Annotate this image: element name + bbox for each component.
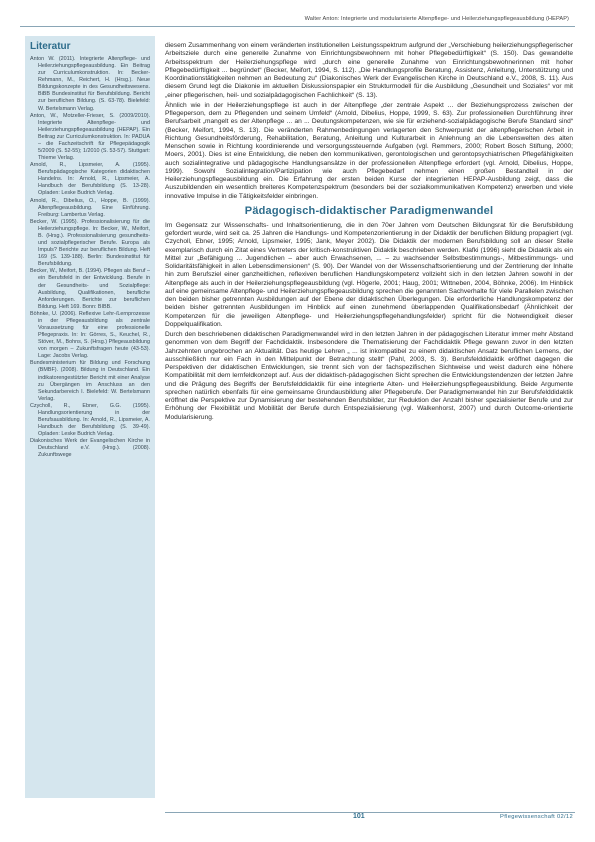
reference-item: Arnold, R., Lipsmeier, A. (1995). Berufspädagogische Kategorien didaktischen Handelns. In: Arnold, R., Lipsmeier, A. Handbuch der Berufsbildung (S. 13-28). Opladen: Leske Budrich Verlag. xyxy=(30,162,150,197)
body-paragraph: diesem Zusammenhang von einem veränderten institutionellen Leistungsspektrum aufgrund der „Verschiebung heilerziehungspflegerischer Arbeitsziele durch eine generelle Zunahme von Einrichtungsbewohnern mit hoher Pflegebedürftigkeit“ (S. 150). Das gewandelte Arbeitsspektrum der Heilerziehungspflege wird „durch eine generelle Zunahme von Einrichtungsbewohnerinnen mit hoher Pflegebedürftigkeit ... begründet“ (Becker, Meifort, 1994, S. 112). „Die Handlungsprofile Beratung, Assistenz, Anleitung, Unterstützung und Koordinationstätigkeiten nehmen an Bedeutung zu“ (Diakonisches Werk der Evangelischen Kirche in Deutschland e.V., 2008, S. 11). Aus diesem Grund legt die Diakonie im aktuellen Diskussionspapier ein Strukturmodell für die Ausbildung „Gesundheit und Soziales“ vor mit „einer pflegerischen, heil- und sozialpädagogischen Fachlichkeit“ (S. 13). xyxy=(165,42,573,99)
reference-item: Anton W. (2011). Integrierte Altenpflege- und Heilerziehungspflegeausbildung. Ein Beitrag zur Curriculumkonstruktion. In: Becker-Rehmann, M., Reichert, H. (Hrsg.). Neue Bildungskonzepte in des Gesundheitswesens. BiBB Bundesinstitut für Berufsbildung. Bericht zur beruflichen Bildung. (S. 63-78). Bielefeld: W. Bertelsmann Verlag. xyxy=(30,56,150,112)
reference-item: Bundesministerium für Bildung und Forschung (BMBF). (2008). Bildung in Deutschland. Ein indikatorengestützter Bericht mit einer Analyse zu Übergängen im Anschluss an den Sekundarbereich I. Bielefeld: W. Bertelsmann Verlag. xyxy=(30,360,150,402)
reference-item: Anton, W., Motzeller-Frieser, S. (2009/2010). Integrierte Altenpflege- und Heilerziehungspflegeausbildung (HEPAP). Ein Beitrag zur Curriculumkonstruktion. In: PADUA – die Fachzeitschrift für Pflegepädagogik 5/2009 (S. 52-55); 1/2010 (S. 53-57). Stuttgart: Thieme Verlag. xyxy=(30,112,150,162)
page-header xyxy=(20,6,575,30)
reference-item: Böhnke, U. (2006). Reflexive Lehr-/Lernprozesse in der Pflegeausbildung als zentrale Voraussetzung für eine professionelle Pflegepraxis. In: In: Görres, S., Keuchel, R., Stöver, M., Bohns, S. (Hrsg.) Pflegeausbildung von morgen – Zukunftsfragen heute (43-53). Lage: Jacobs Verlag. xyxy=(30,310,150,360)
body-paragraph: Durch den beschriebenen didaktischen Paradigmenwandel wird in den letzten Jahren in der pädagogischen Literatur immer mehr Abstand genommen von dem Begriff der Fachdidaktik. Insbesondere die Thematisierung der Fachdidaktik Pflege gewann zuvor in den letzten Jahrzehnten ungebrochen an Aktualität. Das heutige Lehren „ ... ist inkompatibel zu einem didaktischen Ansatz beruflichen Lernens, der ausschließlich nur ein Fach in den Mittelpunkt der Betrachtung stellt“ (Pahl, 2003, S. 3). Berufsfelddidaktik eröffnet dagegen die Perspektiven der didaktischen Entwicklungen, sie trennt sich von der fachspezifischen Sichtweise und weist dadurch eine höhere Kompatibilität mit dem lernfeldkonzept auf. Aus der didaktisch-pädagogischen Sicht sprechen die Entwicklungstendenzen der letzten Jahre und die Prägung des Begriffs der Berufsfelddidaktik für eine integrierte Alten- und Heilerziehungspflegeausbildung. Beide Argumente sprechen natürlich ebenfalls für eine gemeinsame Grundausbildung aller Pflegeberufe. Der Paradigmenwandel hin zur Berufsfelddidaktik eröffnet die Perspektive zur Dynamisierung der bestehenden Berufsbilder, zur Reduktion der Anzahl bisher spezialisierter Berufe und zur Erhöhung der Flexibilität und Mobilität der Berufe durch Entspezialisierung (vgl. Walkenhorst, 2007) und durch Outcome-orientierte Modularisierung. xyxy=(165,331,573,421)
section-heading: Pädagogisch-didaktischer Paradigmenwandel xyxy=(244,204,494,217)
reference-item: Becker, W. (1995). Professionalisierung für die Heilerziehungspflege. In: Becker, W., Meifort, B. (Hrsg.). Professionalisierung gesundheits- und sozialpflegerischer Berufe. Europa als Impuls? Berichte zur beruflichen Bildung. Heft 169 (S. 139-188). Berlin: Bundesinstitut für Berufsbildung. xyxy=(30,218,150,268)
body-paragraph: Ähnlich wie in der Heilerziehungspflege ist auch in der Altenpflege „der zentrale Aspekt ... der Beziehungsprozess zwischen der Pflegeperson, dem zu Pflegenden und seinem Umfeld“ (Arnold, Dibelius, Hoppe, 1999, S. 63). Zur professionellen Durchführung ihrer Berufsarbeit „mangelt es der Altenpflege ... an ... Deutungskompetenzen, wie sie für erziehend-sozialpädagogische Berufe Standard sind“ (Becker, Meifort, 1994, S. 13). Die veränderten Rahmenbedingungen verlagerten den Schwerpunkt der altenpflegerischen Arbeit in Richtung Gesundheitsförderung, Rehabilitation, Beratung, Anleitung und Kulturarbeit in Anlehnung an die Lebenswelten des alten Menschen sowie in Richtung koordinierende und versorgungssteuernde Aufgaben (vgl. Remmers, 2000; Robert Bosch Stiftung, 2000; Moers, 2001). Dies ist eine Entwicklung, die neben den kommunikativen, gerontologischen und gerontopsychiatrischen Pflegefähigkeiten auch sozialintegrative und pädagogische Handlungsansätze in der professionellen Altenpflege erfordert (vgl. Arnold, Dibelius, Hoppe, 1999). Sowohl Sozialintegration/Partizipation wie auch Pflegebedarf nehmen einen großen Bestandteil in der Heilerziehungspflegeausbildung ein. Die Erfahrung der ersten beiden Kurse der integrierten HEPAP-Ausbildung zeigt, dass die Auszubildenden ein wesentlich breiteres Kompetenzspektrum (besonders bei der sozialkommunikativen Kompetenz) erwerben und viele innovative Impulse in die Tätigkeitsfelder einbringen. xyxy=(165,101,573,200)
header-rule xyxy=(20,26,575,27)
body-paragraph: Im Gegensatz zur Wissenschafts- und Inhaltsorientierung, die in den 70er Jahren vom Deutschen Bildungsrat für die Berufsbildung gefordert wurde, wird seit ca. 25 Jahren die Handlungs- und Kompetenzorientierung in der Didaktik der beruflichen Bildung propagiert (vgl. Czycholl, Ebner, 1995; Arnold, Lipsmeier, 1995; Jank, Meyer 2002). Die Didaktik der modernen Berufsbildung soll an dieser Stelle exemplarisch durch ein Zitat eines Vertreters der kritisch-konstruktiven Didaktik beschrieben werden. Klafki (1996) sieht die Didaktik als ein Mittel zur „Befähigung ... Jugendlichen – aber auch Erwachsenen, ... – zu wachsender Selbstbestimmungs-, Mitbestimmungs- und Solidaritätsfähigkeit in allen Lebensdimensionen“ (S. 90). Der Wandel von der Wissenschaftsorientierung und der Zentrierung der Inhalte hin zum Berufsziel einer ganzheitlichen, reflexiven beruflichen Handlungskompetenz vollzieht sich in den letzten Jahren sowohl in der Altenpflege als auch in der Heilerziehungspflegeausbildung (vgl. Högerle, 2001; Haug, 2001; Wittneben, 2004, Böhnke, 2006). Im Hinblick auf eine gemeinsame Altenpflege- und Heilerziehungspflegeausbildung sprechen die genannten Sachverhalte für viele Parallelen zwischen den beiden bisher getrennten Ausbildungen auf der Ebene der didaktischen Überlegungen. Die erforderliche Handlungskompetenz der beiden bisher getrennten Ausbildungen im Hinblick auf einen zunehmend überlappenden Qualifikationsbedarf (Ähnlichkeit der Kompetenzen für die jeweiligen Altenpflege- und Heilerziehungspflegehandlungsfelder) spricht für die Notwendigkeit dieser Doppelqualifikation. xyxy=(165,221,573,328)
reference-item: Becker, W., Meifort, B. (1994). Pflegen als Beruf – ein Berufsfeld in der Entwicklung. Berufe in der Gesundheits- und Sozialpflege: Ausbildung, Qualifikationen, berufliche Anforderungen. Berichte zur beruflichen Bildung. Heft 169. Bonn: BIBB. xyxy=(30,268,150,310)
article-body xyxy=(165,42,573,424)
reference-item: Arnold, R., Dibelius, O., Hoppe, B. (1999). Altenpflegeausbildung. Eine Einführung. Freiburg: Lambertus Verlag. xyxy=(30,197,150,218)
literature-sidebar xyxy=(25,36,155,798)
running-title: Walter Anton: Integrierte und modularisierte Altenpflege- und Heilerziehungspflegeausbildung (HEPAP) xyxy=(304,16,569,22)
page-number: 101 xyxy=(353,813,365,820)
literature-title: Literatur xyxy=(30,41,71,52)
footer-rule xyxy=(165,812,575,813)
reference-item: Diakonisches Werk der Evangelischen Kirche in Deutschland e.V. (Hrsg.). (2008). Zukunftswege xyxy=(30,438,150,459)
journal-name: Pflegewissenschaft 02/12 xyxy=(500,814,573,820)
reference-item: Czycholl, R., Ebner, G.G. (1995). Handlungsorientierung in der Berufsausbildung. In: Arnold, R., Lipsmeier, A. Handbuch der Berufsbildung (S. 39-49). Opladen: Leske Budrich Verlag. xyxy=(30,402,150,438)
